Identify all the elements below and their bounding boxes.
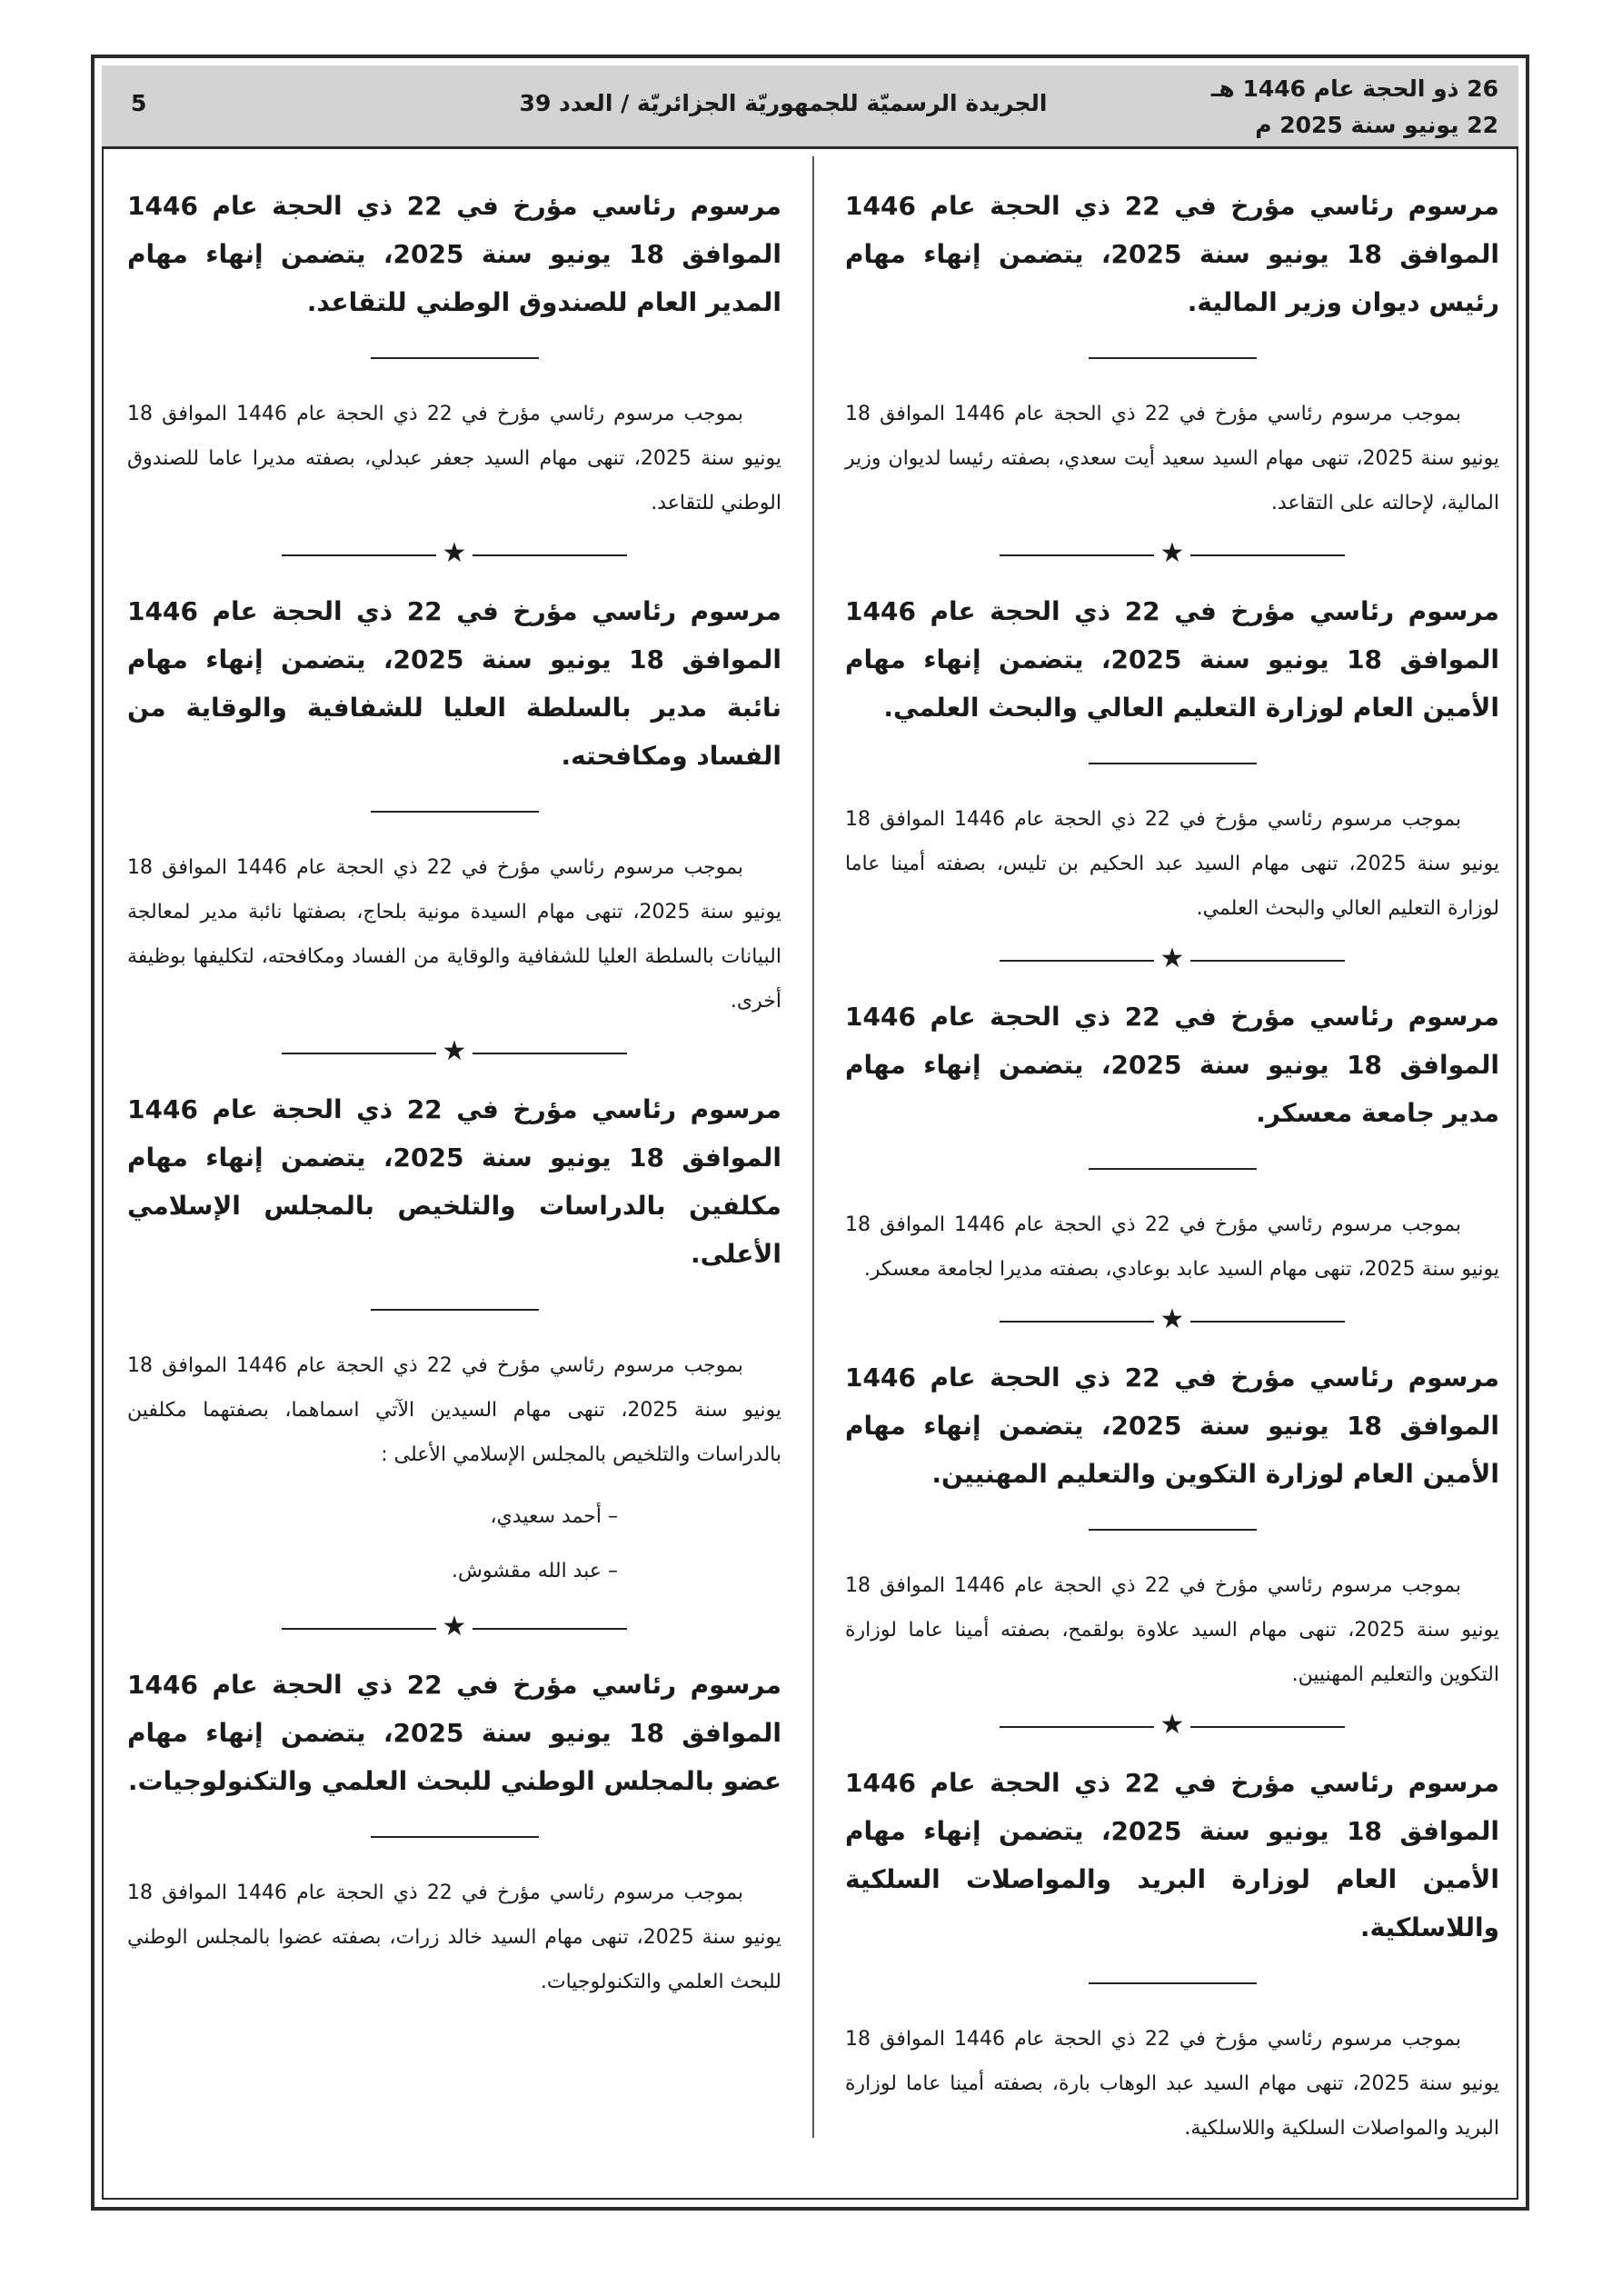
star-separator (282, 1035, 627, 1067)
star-separator (282, 1611, 627, 1642)
decree-body: بموجب مرسوم رئاسي مؤرخ في 22 ذي الحجة عام 1446 الموافق 18 يونيو سنة 2025، تنهى مهام السيد عبد الحكيم بن تليس، بصفته أمينا عاما لوزارة التعليم العالي والبحث العلمي. (845, 808, 1499, 920)
title-separator (1089, 1529, 1257, 1531)
decree-title: مرسوم رئاسي مؤرخ في 22 ذي الحجة عام 1446 الموافق 18 يونيو سنة 2025، يتضمن إنهاء مهام نائبة مدير بالسلطة العليا للشفافية والوقاية من الفساد ومكافحته. (127, 596, 782, 771)
star-icon: ★ (442, 1611, 467, 1642)
header-date-hijri: 26 ذو الحجة عام 1446 هـ (1210, 75, 1498, 102)
title-separator (1089, 1982, 1257, 1984)
names-list (127, 1490, 781, 1599)
decree-title: مرسوم رئاسي مؤرخ في 22 ذي الحجة عام 1446 الموافق 18 يونيو سنة 2025، يتضمن إنهاء مهام الأمين العام لوزارة التعليم العالي والبحث العلمي. (845, 596, 1500, 723)
star-icon: ★ (1159, 1303, 1185, 1335)
star-icon: ★ (442, 537, 467, 569)
star-separator (1000, 537, 1345, 569)
page-header (102, 65, 1518, 149)
decree-entry (845, 1353, 1499, 1697)
title-separator (371, 1836, 539, 1838)
decree-entry (127, 1085, 781, 1599)
decree-entry (127, 1661, 781, 2004)
decree-body: بموجب مرسوم رئاسي مؤرخ في 22 ذي الحجة عام 1446 الموافق 18 يونيو سنة 2025، تنهى مهام السيد عابد بوعادي، بصفته مديرا لجامعة معسكر. (845, 1213, 1499, 1281)
star-separator (1000, 1709, 1345, 1741)
decree-body: بموجب مرسوم رئاسي مؤرخ في 22 ذي الحجة عام 1446 الموافق 18 يونيو سنة 2025، تنهى مهام السيدة مونية بلحاج، بصفتها نائبة مدير لمعالجة البيانات بالسلطة العليا للشفافية والوقاية من الفساد ومكافحته، لتكليفها بوظيفة أخرى. (127, 856, 782, 1013)
star-icon: ★ (442, 1035, 467, 1067)
star-separator (1000, 943, 1345, 974)
list-item: – عبد الله مقشوش. (452, 1560, 618, 1582)
title-separator (371, 1309, 539, 1311)
title-separator (371, 357, 539, 359)
decree-entry (845, 993, 1499, 1292)
header-date-gregorian: 22 يونيو سنة 2025 م (1255, 112, 1498, 138)
decree-title: مرسوم رئاسي مؤرخ في 22 ذي الحجة عام 1446 الموافق 18 يونيو سنة 2025، يتضمن إنهاء مهام رئيس ديوان وزير المالية. (845, 191, 1500, 317)
decree-title: مرسوم رئاسي مؤرخ في 22 ذي الحجة عام 1446 الموافق 18 يونيو سنة 2025، يتضمن إنهاء مهام مدير جامعة معسكر. (845, 1002, 1500, 1128)
decree-entry (845, 182, 1499, 525)
star-icon: ★ (1159, 1709, 1185, 1741)
title-separator (1089, 1168, 1257, 1170)
decree-body: بموجب مرسوم رئاسي مؤرخ في 22 ذي الحجة عام 1446 الموافق 18 يونيو سنة 2025، تنهى مهام السيد سعيد أيت سعدي، بصفته رئيسا لديوان وزير المالية، لإحالته على التقاعد. (845, 403, 1500, 514)
decree-body: بموجب مرسوم رئاسي مؤرخ في 22 ذي الحجة عام 1446 الموافق 18 يونيو سنة 2025، تنهى مهام السيدين الآتي اسماهما، بصفتهما مكلفين بالدراسات والتلخيص بالمجلس الإسلامي الأعلى : (127, 1354, 782, 1466)
decree-title: مرسوم رئاسي مؤرخ في 22 ذي الحجة عام 1446 الموافق 18 يونيو سنة 2025، يتضمن إنهاء مهام المدير العام للصندوق الوطني للتقاعد. (127, 191, 782, 317)
decree-body: بموجب مرسوم رئاسي مؤرخ في 22 ذي الحجة عام 1446 الموافق 18 يونيو سنة 2025، تنهى مهام السيد علاوة بولقمح، بصفته أمينا عاما لوزارة التكوين والتعليم المهنيين. (845, 1574, 1499, 1686)
header-title: الجريدة الرسميّة للجمهوريّة الجزائريّة / العدد 39 (519, 90, 1048, 116)
star-icon: ★ (1159, 943, 1185, 974)
left-column (127, 182, 781, 2004)
page-number: 5 (131, 90, 147, 116)
decree-title: مرسوم رئاسي مؤرخ في 22 ذي الحجة عام 1446 الموافق 18 يونيو سنة 2025، يتضمن إنهاء مهام مكلفين بالدراسات والتلخيص بالمجلس الإسلامي الأعلى. (127, 1094, 782, 1269)
header-date (1171, 71, 1498, 144)
list-item: – أحمد سعيدي، (490, 1505, 618, 1528)
decree-title: مرسوم رئاسي مؤرخ في 22 ذي الحجة عام 1446 الموافق 18 يونيو سنة 2025، يتضمن إنهاء مهام الأمين العام لوزارة البريد والمواصلات السلكية واللاسلكية. (845, 1768, 1500, 1942)
star-icon: ★ (1159, 537, 1185, 569)
decree-body: بموجب مرسوم رئاسي مؤرخ في 22 ذي الحجة عام 1446 الموافق 18 يونيو سنة 2025، تنهى مهام السيد خالد زرات، بصفته عضوا بالمجلس الوطني للبحث العلمي والتكنولوجيات. (127, 1882, 782, 1993)
star-separator (1000, 1303, 1345, 1335)
decree-body: بموجب مرسوم رئاسي مؤرخ في 22 ذي الحجة عام 1446 الموافق 18 يونيو سنة 2025، تنهى مهام السيد عبد الوهاب بارة، بصفته أمينا عاما لوزارة البريد والمواصلات السلكية واللاسلكية. (845, 2028, 1499, 2140)
decree-entry (845, 1759, 1499, 2151)
title-separator (1089, 763, 1257, 764)
title-separator (1089, 357, 1257, 359)
column-divider (812, 156, 814, 2138)
decree-entry (845, 587, 1499, 931)
decree-entry (127, 587, 781, 1023)
decree-title: مرسوم رئاسي مؤرخ في 22 ذي الحجة عام 1446 الموافق 18 يونيو سنة 2025، يتضمن إنهاء مهام عضو بالمجلس الوطني للبحث العلمي والتكنولوجيات. (127, 1670, 782, 1796)
right-column (845, 182, 1499, 2151)
decree-body: بموجب مرسوم رئاسي مؤرخ في 22 ذي الحجة عام 1446 الموافق 18 يونيو سنة 2025، تنهى مهام السيد جعفر عبدلي، بصفته مديرا عاما للصندوق الوطني للتقاعد. (127, 403, 782, 514)
star-separator (282, 537, 627, 569)
decree-entry (127, 182, 781, 525)
decree-title: مرسوم رئاسي مؤرخ في 22 ذي الحجة عام 1446 الموافق 18 يونيو سنة 2025، يتضمن إنهاء مهام الأمين العام لوزارة التكوين والتعليم المهنيين. (845, 1363, 1500, 1489)
title-separator (371, 811, 539, 813)
